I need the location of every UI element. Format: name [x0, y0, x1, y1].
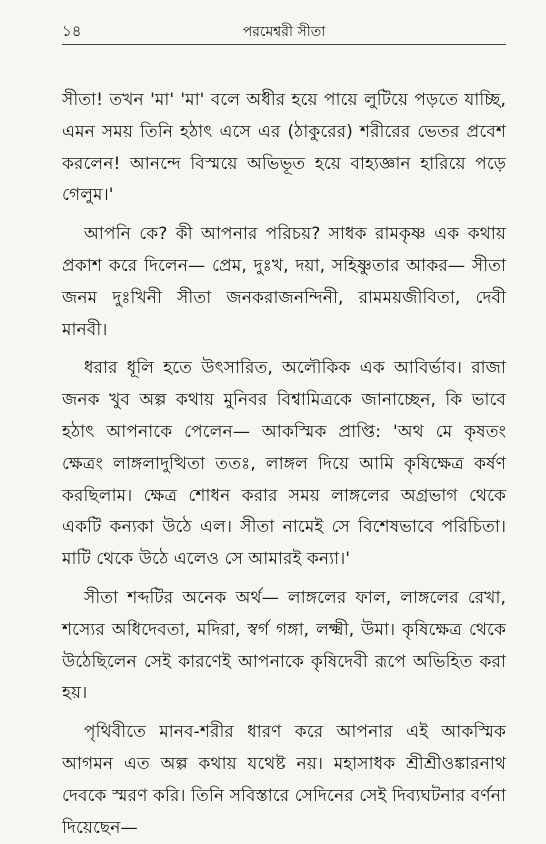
- body-text: [62, 85, 506, 844]
- page-header: [62, 18, 506, 45]
- page-number: ১৪: [62, 22, 82, 40]
- paragraph: ধরার ধূলি হতে উৎসারিত, অলৌকিক এক আবির্ভাব। রাজা জনক খুব অল্প কথায় মুনিবর বিশ্বামিত্রকে জানাচ্ছেন, কি ভাবে হঠাৎ আপনাকে পেলেন— আকস্মিক প্রাপ্তি: 'অথ মে কৃষতং ক্ষেত্রং লাঙ্গলাদুত্থিতা ততঃ, লাঙ্গল দিয়ে আমি কৃষিক্ষেত্র কর্ষণ করছিলাম। ক্ষেত্র শোধন করার সময় লাঙ্গলের অগ্রভাগ থেকে একটি কন্যকা উঠে এল। সীতা নামেই সে বিশেষভাবে পরিচিতা। মাটি থেকে উঠে এলেও সে আমারই কন্যা।': [62, 358, 506, 570]
- paragraph: সীতা শব্দটির অনেক অর্থ— লাঙ্গলের ফাল, লাঙ্গলের রেখা, শস্যের অধিদেবতা, মদিরা, স্বর্গ গঙ্গা, লক্ষ্মী, উমা। কৃষিক্ষেত্র থেকে উঠেছিলেন সেই কারণেই আপনাকে কৃষিদেবী রূপে অভিহিত করা হয়।: [62, 587, 506, 704]
- paragraph: সীতা! তখন 'মা' 'মা' বলে অধীর হয়ে পায়ে লুটিয়ে পড়তে যাচ্ছি, এমন সময় তিনি হঠাৎ এসে এর (ঠাকুরের) শরীরের ভেতর প্রবেশ করলেন! আনন্দে বিস্ময়ে অভিভূত হয়ে বাহ্যজ্ঞান হারিয়ে পড়ে গেলুম।': [62, 90, 506, 206]
- paragraph: পৃথিবীতে মানব-শরীর ধারণ করে আপনার এই আকস্মিক আগমন এত অল্প কথায় যথেষ্ট নয়। মহাসাধক শ্রীশ্রীওঙ্কারনাথ দেবকে স্মরণ করি। তিনি সবিস্তারে সেদিনের সেই দিব্যঘটনার বর্ণনা দিয়েছেন—: [62, 722, 506, 838]
- running-title: পরমেশ্বরী সীতা: [242, 24, 326, 40]
- paragraph: আপনি কে? কী আপনার পরিচয়? সাধক রামকৃষ্ণ এক কথায় প্রকাশ করে দিলেন— প্রেম, দুঃখ, দয়া, সহিষ্ণুতার আকর— সীতা জনম দুঃখিনী সীতা জনকরাজনন্দিনী, রামময়জীবিতা, দেবী মানবী।: [62, 224, 506, 340]
